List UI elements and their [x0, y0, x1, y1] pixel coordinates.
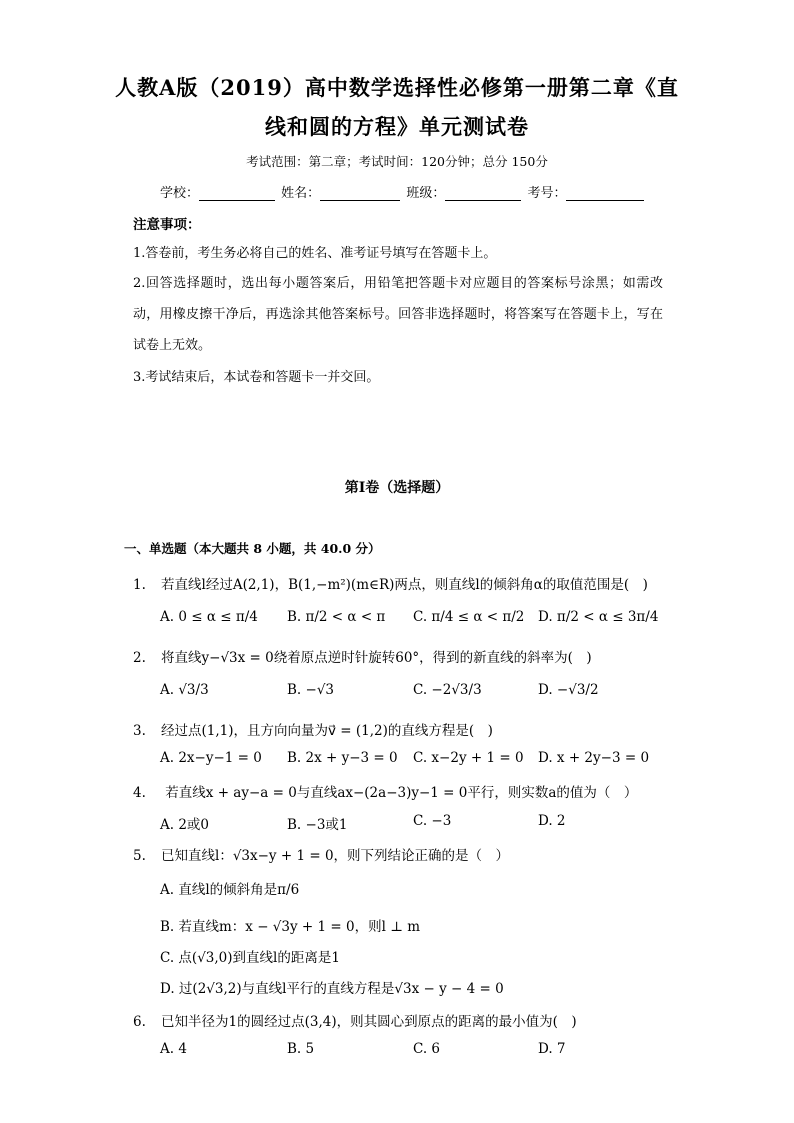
exam-title-line-1: 人教A版（2019）高中数学选择性必修第一册第二章《直 — [115, 75, 679, 100]
question-2 — [133, 646, 592, 666]
exam-number-blank[interactable] — [566, 186, 644, 201]
q3-option-a[interactable]: A. 2x−y−1 = 0 — [160, 750, 262, 766]
q3-option-b[interactable]: B. 2x + y−3 = 0 — [287, 750, 398, 766]
question-number: 4. — [133, 785, 146, 801]
q3-option-d[interactable]: D. x + 2y−3 = 0 — [538, 750, 650, 766]
question-6 — [133, 1010, 577, 1030]
question-stem: 已知直线l：√3x−y + 1 = 0，则下列结论正确的是（ ） — [161, 848, 510, 864]
question-1 — [133, 573, 648, 593]
class-label: 班级： — [406, 186, 446, 201]
q2-option-a[interactable]: A. √3/3 — [160, 682, 209, 698]
notice-item-3: 3.考试结束后，本试卷和答题卡一并交回。 — [133, 370, 380, 385]
question-number: 5. — [133, 848, 146, 864]
q5-option-b[interactable]: B. 若直线m：x − √3y + 1 = 0，则l ⊥ m — [160, 919, 420, 935]
q5-option-a[interactable]: A. 直线l的倾斜角是π/6 — [160, 882, 300, 898]
question-4 — [133, 781, 637, 801]
question-number: 6. — [133, 1014, 146, 1030]
q5-option-c[interactable]: C. 点(√3,0)到直线l的距离是1 — [160, 950, 340, 966]
q1-option-c[interactable]: C. π/4 ≤ α < π/2 — [413, 609, 525, 625]
question-stem: 将直线y−√3x = 0绕着原点逆时针旋转60°，得到的新直线的斜率为( ) — [161, 650, 592, 666]
q1-option-d[interactable]: D. π/2 < α ≤ 3π/4 — [538, 609, 659, 625]
student-info-line — [160, 182, 646, 201]
name-blank[interactable] — [320, 186, 400, 201]
question-number: 1. — [133, 577, 146, 593]
q1-option-a[interactable]: A. 0 ≤ α ≤ π/4 — [160, 609, 258, 625]
q4-option-b[interactable]: B. −3或1 — [287, 817, 348, 833]
question-stem: 若直线x + ay−a = 0与直线ax−(2a−3)y−1 = 0平行，则实数a的值为（ ） — [161, 785, 638, 801]
notice-item-1: 1.答卷前，考生务必将自己的姓名、准考证号填写在答题卡上。 — [133, 246, 497, 261]
school-blank[interactable] — [199, 186, 275, 201]
q2-option-b[interactable]: B. −√3 — [287, 682, 335, 698]
exam-subtitle: 考试范围：第二章；考试时间：120分钟；总分 150分 — [246, 154, 548, 169]
name-label: 姓名： — [281, 186, 321, 201]
notice-heading: 注意事项： — [133, 217, 201, 233]
question-number: 3. — [133, 723, 146, 739]
exam-title-line-2: 线和圆的方程》单元测试卷 — [265, 114, 529, 139]
part-title: 一、单选题（本大题共 8 小题，共 40.0 分） — [124, 541, 381, 556]
question-number: 2. — [133, 650, 146, 666]
exam-number-label: 考号： — [527, 186, 567, 201]
question-stem: 已知半径为1的圆经过点(3,4)，则其圆心到原点的距离的最小值为( ) — [161, 1014, 577, 1030]
question-3 — [133, 719, 493, 739]
q4-option-d[interactable]: D. 2 — [538, 813, 566, 829]
notice-item-2: 2.回答选择题时，选出每小题答案后，用铅笔把答题卡对应题目的答案标号涂黑；如需改动，用橡皮擦干净后，再选涂其他答案标号。回答非选择题时，将答案写在答题卡上，写在试卷上无效。 — [133, 276, 663, 353]
class-blank[interactable] — [445, 186, 521, 201]
q6-option-d[interactable]: D. 7 — [538, 1041, 566, 1057]
q4-option-a[interactable]: A. 2或0 — [160, 817, 210, 833]
question-5 — [133, 844, 509, 864]
q3-option-c[interactable]: C. x−2y + 1 = 0 — [413, 750, 524, 766]
q6-option-c[interactable]: C. 6 — [413, 1041, 441, 1057]
q6-option-a[interactable]: A. 4 — [160, 1041, 187, 1057]
school-label: 学校： — [160, 186, 200, 201]
q4-option-c[interactable]: C. −3 — [413, 813, 452, 829]
q1-option-b[interactable]: B. π/2 < α < π — [287, 609, 386, 625]
section-title: 第I卷（选择题） — [344, 480, 450, 496]
q2-option-c[interactable]: C. −2√3/3 — [413, 682, 482, 698]
q5-option-d[interactable]: D. 过(2√3,2)与直线l平行的直线方程是√3x − y − 4 = 0 — [160, 981, 504, 997]
question-stem: 经过点(1,1)，且方向向量为v⃗ = (1,2)的直线方程是( ) — [161, 723, 493, 739]
q2-option-d[interactable]: D. −√3/2 — [538, 682, 599, 698]
q6-option-b[interactable]: B. 5 — [287, 1041, 315, 1057]
question-stem: 若直线l经过A(2,1)，B(1,−m²)(m∈R)两点，则直线l的倾斜角α的取值范围是( ) — [161, 577, 648, 593]
